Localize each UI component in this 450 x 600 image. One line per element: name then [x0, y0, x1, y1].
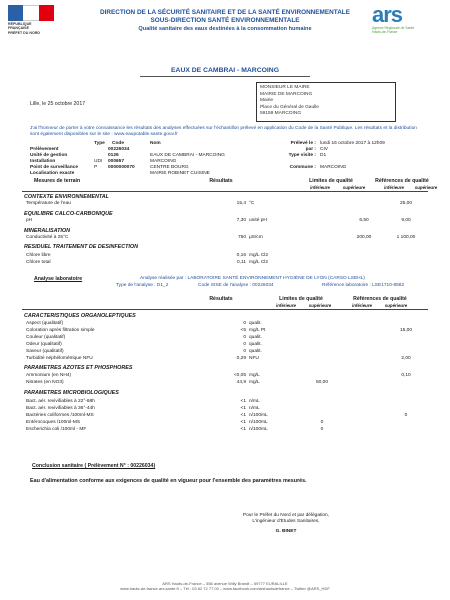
field-col-refs: Références de qualité	[375, 178, 429, 184]
meta-labels: Prélèvement Unité de gestion Installation Point de surveillance Localisation exacte	[30, 147, 78, 176]
meta-right-values: lundi 16 octobre 2017 à 12h09 CIV D1 MARCOING	[320, 141, 385, 170]
table-row: Ammonium (en NH4) <0,05 mg/L 0,10	[26, 373, 411, 378]
lab-sub-sup-2: supérieure	[384, 303, 408, 308]
lab-sub-inf-1: inférieure	[275, 303, 296, 308]
table-row: Entérocoques /100ml-MS <1 n/100mL 0	[26, 420, 324, 425]
ars-logo-word: ars	[372, 2, 403, 27]
intro-text: J'ai l'honneur de porter à votre connaissance les résultats des analyses effectuées sur l'échantillon prélevé en application du Code de la Santé Publique. Les résultats et la distribution sont également disponibles sur le site : www.eaupotable.sante.gouv.fr	[30, 126, 417, 137]
meta-types: UDI P	[94, 159, 103, 170]
field-divider	[22, 191, 428, 192]
table-row: Température de l'eau 15,4 °C 25,00	[26, 201, 412, 206]
conclusion-text: Eau d'alimentation conforme aux exigences de qualité en vigueur pour l'ensemble des paramètres mesurés.	[30, 478, 307, 484]
field-group-title: RESIDUEL TRAITEMENT DE DESINFECTION	[24, 244, 139, 250]
table-row: Odeur (qualitatif) 0 qualit.	[26, 342, 262, 347]
lab-col-refs: Références de qualité	[353, 296, 407, 302]
header-title-line1: DIRECTION DE LA SÉCURITÉ SANITAIRE ET DE LA SANTÉ ENVIRONNEMENTALE	[100, 9, 350, 16]
table-row: Coloration après filtration simple <5 mg/L Pt 15,00	[26, 328, 412, 333]
lab-divider	[22, 309, 428, 310]
recipient-address: MONSIEUR LE MAIRE MAIRIE DE MARCOING Mairie Place du Général de Gaulle 59159 MARCOING	[256, 82, 396, 122]
table-row: Bact. aér. revivifiables à 22°-68h <1 n/mL	[26, 399, 260, 404]
ars-logo-sub: Agence Régionale de Santé Hauts-de-France	[372, 26, 415, 34]
lab-sub-inf-2: inférieure	[351, 303, 372, 308]
table-row: Aspect (qualitatif) 0 qualit.	[26, 321, 262, 326]
lab-sub-sup-1: supérieure	[308, 303, 332, 308]
lab-col-result: Résultats	[209, 296, 233, 302]
meta-right-labels: Prélevé le : par : Type visite : Commune :	[288, 141, 316, 170]
conclusion-label: Conclusion sanitaire ( Prélèvement N° : 00226034)	[32, 463, 156, 469]
field-sub-inf-2: inférieure	[383, 185, 404, 190]
republique-francaise-logo	[8, 5, 68, 37]
field-sub-inf-1: inférieure	[309, 185, 330, 190]
field-sub-sup-1: supérieure	[342, 185, 366, 190]
table-row: Bact. aér. revivifiables à 36°-44h <1 n/mL	[26, 406, 260, 411]
field-sub-sup-2: supérieure	[414, 185, 438, 190]
meta-col-nom: Nom	[150, 141, 161, 146]
meta-codes: 00226034 0126 000657 0000000070	[108, 147, 135, 170]
lab-ref-line: Référence laboratoire : LSE1710-8582	[322, 283, 405, 288]
field-group-title: EQUILIBRE CALCO-CARBONIQUE	[24, 211, 113, 217]
lab-col-limits: Limites de qualité	[279, 296, 323, 302]
meta-col-type: Type	[94, 141, 105, 146]
footer: ARS Hauts-de-France – 556 avenue Willy Brandt – 59777 EURALILLE www.hauts-de-france.ars.sante.fr – Tél : 03 62 72 77 00 – www.facebook.com/arshautsdefrance – Twitter @ARS_HDF	[120, 581, 330, 591]
header-title-line3: Qualité sanitaire des eaux destinées à la consommation humaine	[138, 26, 312, 32]
lab-group-title: CARACTERISTIQUES ORGANOLEPTIQUES	[24, 313, 136, 319]
table-row: Saveur (qualitatif) 0 qualit.	[26, 349, 262, 354]
meta-names: EAUX DE CAMBRAI - MARCOING MARCOING CENTRE BOURG MAIRIE ROBINET CUISINE	[150, 153, 225, 176]
table-row: Nitrates (en NO3) 44,9 mg/L 50,00	[26, 380, 328, 385]
signature-block: Pour le Préfet du Nord et par délégation, L'ingénieur d'Etudes Sanitaires, G. BINET	[242, 513, 330, 534]
flag-icon	[8, 5, 54, 21]
field-col-result: Résultats	[209, 178, 233, 184]
lab-group-title: PARAMETRES AZOTES ET PHOSPHORES	[24, 365, 133, 371]
table-row: Conductivité à 25°C 750 µS/cm 200,00 1 100,00	[26, 235, 416, 240]
field-group-title: CONTEXTE ENVIRONNEMENTAL	[24, 194, 109, 200]
header-title-line2: SOUS-DIRECTION SANTÉ ENVIRONNEMENTALE	[150, 17, 300, 24]
field-col-limits: Limites de qualité	[309, 178, 353, 184]
title-rule	[140, 76, 310, 77]
table-row: Couleur (qualitatif) 0 qualit.	[26, 335, 262, 340]
lab-line1: Analyse réalisée par : LABORATOIRE SANTÉ ENVIRONNEMENT HYGIÈNE DE LYON (CARSO LSEHL)	[140, 276, 365, 281]
table-row: Chlore libre 0,16 mg/L Cl2	[26, 253, 269, 258]
lab-group-title: PARAMETRES MICROBIOLOGIQUES	[24, 390, 119, 396]
document-title: EAUX DE CAMBRAI - MARCOING	[171, 67, 279, 74]
table-row: Chlore total 0,11 mg/L Cl2	[26, 260, 269, 265]
table-row: Turbidité néphélométrique NFU 0,29 NFU 2,00	[26, 356, 411, 361]
meta-col-code: Code	[112, 141, 124, 146]
rf-logo-text: RÉPUBLIQUE FRANÇAISE PRÉFET DU NORD	[8, 22, 40, 35]
lab-code-line: Code SISE de l'analyse : 00226034	[198, 283, 274, 288]
table-row: pH 7,30 unité pH 6,50 9,00	[26, 218, 411, 223]
table-row: Escherichia coli /100ml - MF <1 n/100mL 0	[26, 427, 324, 432]
ars-logo	[372, 4, 442, 40]
lab-type-line: Type de l'analyse : D1_2	[116, 283, 169, 288]
field-group-title: MINERALISATION	[24, 228, 71, 234]
field-heading: Mesures de terrain	[34, 178, 81, 184]
lab-heading: Analyse laboratoire	[34, 276, 83, 282]
table-row: Bactéries coliformes /100ml-MS <1 n/100mL 0	[26, 413, 408, 418]
date-line: Lille, le 25 octobre 2017	[30, 101, 86, 107]
